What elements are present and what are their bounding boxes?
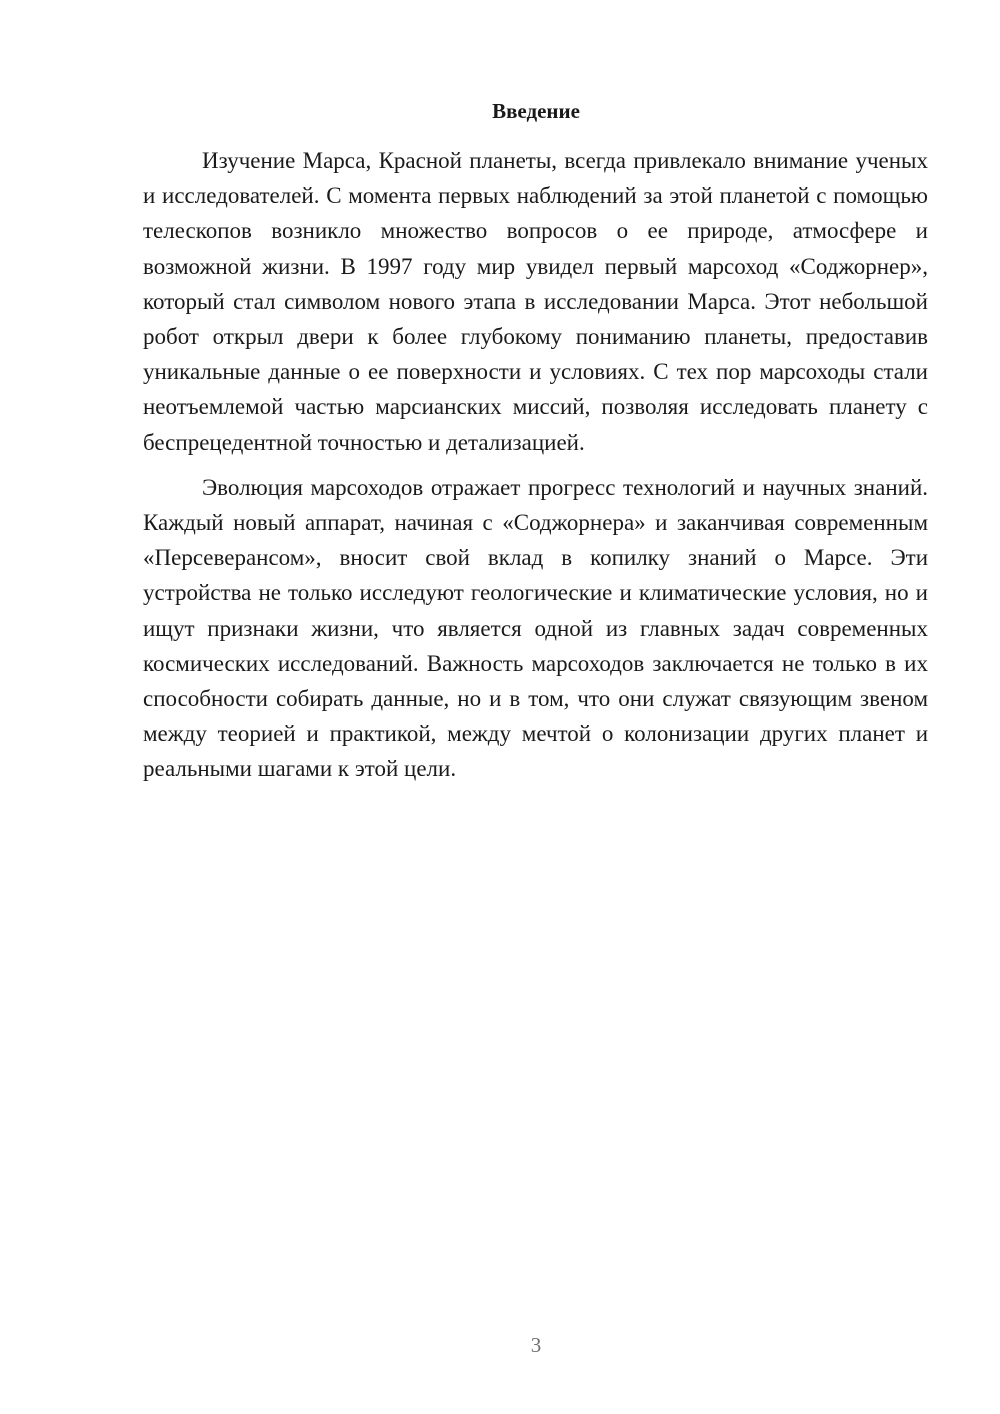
section-heading: Введение [492, 99, 580, 123]
page-number: 3 [530, 1333, 542, 1357]
paragraph-2: Эволюция марсоходов отражает прогресс технологий и научных знаний. Каждый новый аппарат, начиная с «Соджорнера» и заканчивая современным «Персеверансом», вносит свой вклад в копилку знаний о Марсе. Эти устройства не только исследуют геологические и климатические условия, но и ищут признаки жизни, что является одной из главных задач современных космических исследований. Важность марсоходов заключается не только в их способности собирать данные, но и в том, что они служат связующим звеном между теорией и практикой, между мечтой о колонизации других планет и реальными шагами к этой цели. [143, 474, 928, 782]
body-text [143, 143, 928, 787]
paragraph-1: Изучение Марса, Красной планеты, всегда привлекало внимание ученых и исследователей. С момента первых наблюдений за этой планетой с помощью телескопов возникло множество вопросов о ее природе, атмосфере и возможной жизни. В 1997 году мир увидел первый марсоход «Соджорнер», который стал символом нового этапа в исследовании Марса. Этот небольшой робот открыл двери к более глубокому пониманию планеты, предоставив уникальные данные о ее поверхности и условиях. С тех пор марсоходы стали неотъемлемой частью марсианских миссий, позволяя исследовать планету с беспрецедентной точностью и детализацией. [143, 148, 928, 455]
